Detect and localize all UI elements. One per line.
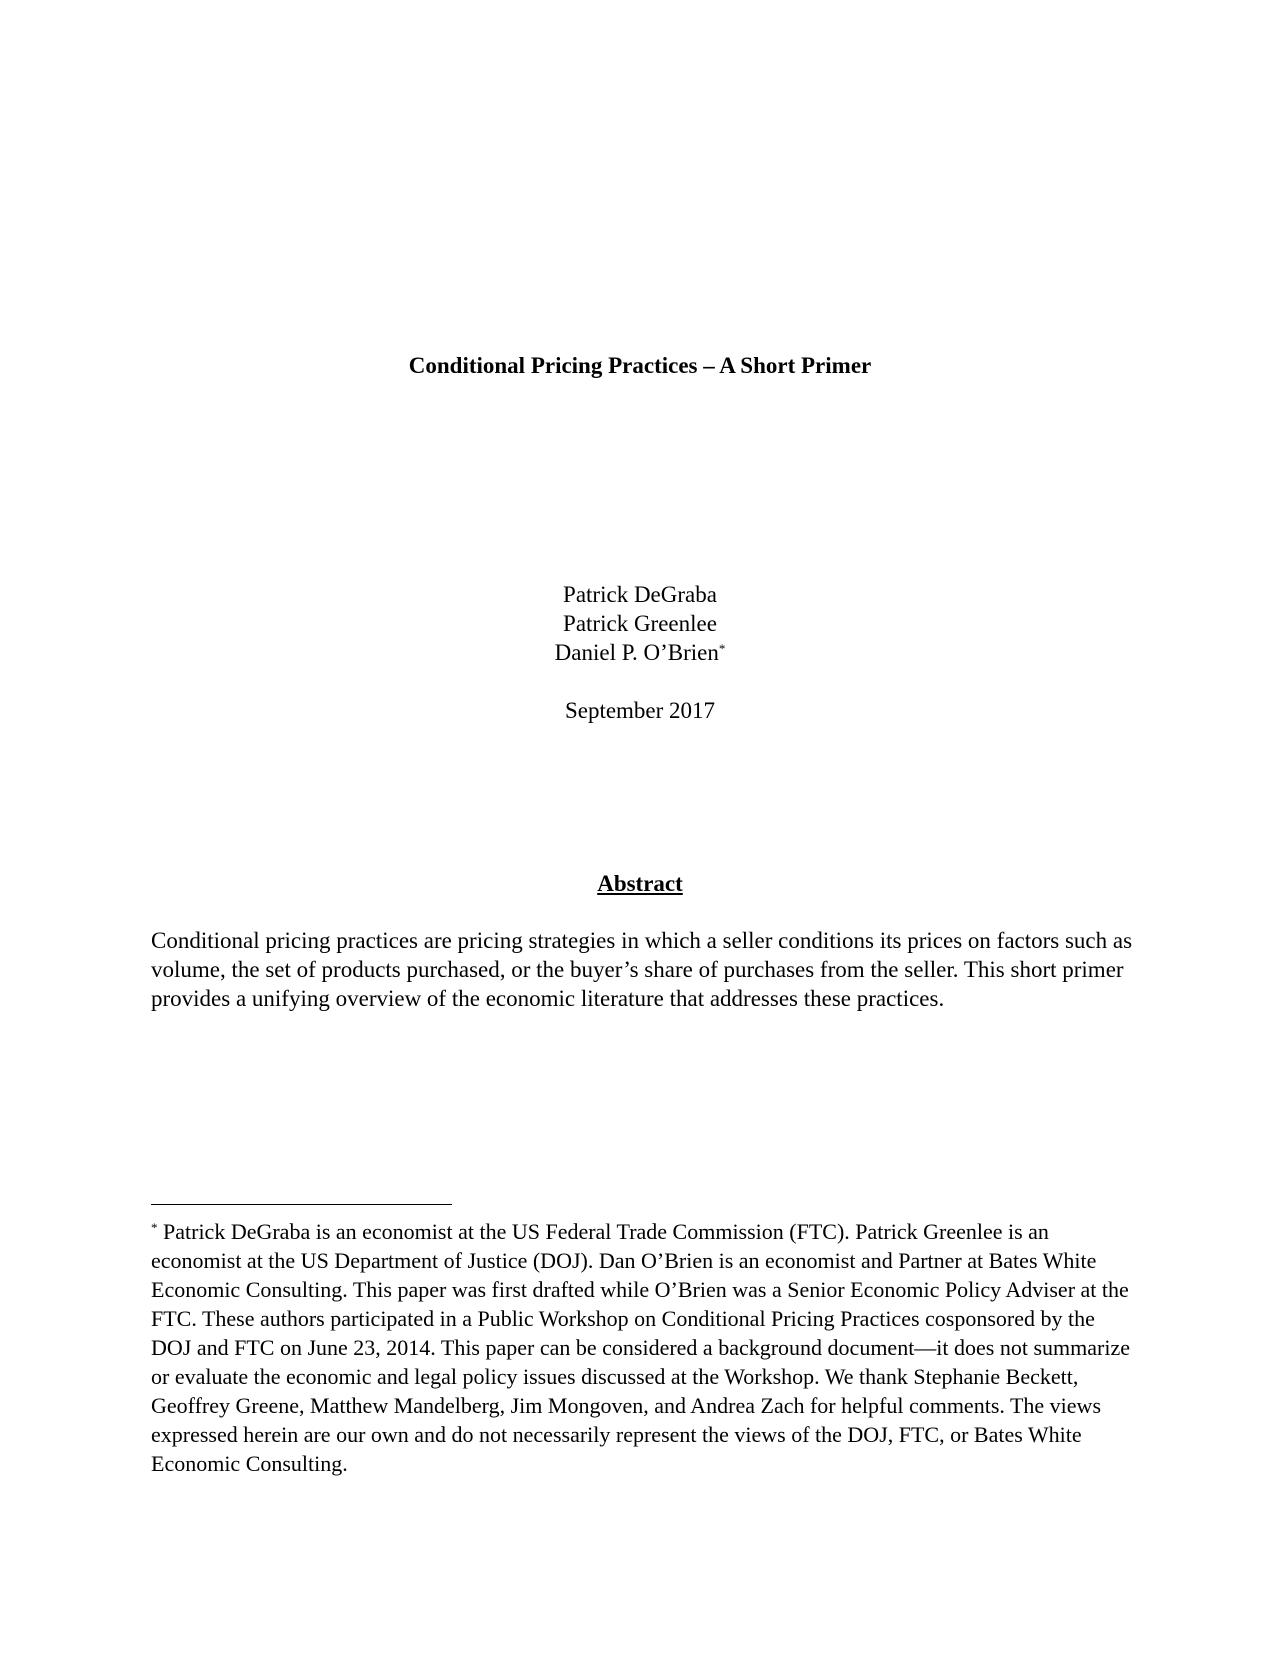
paper-title: Conditional Pricing Practices – A Short Primer bbox=[408, 353, 872, 378]
abstract-heading: Abstract bbox=[597, 871, 683, 896]
author-name-with-note bbox=[0, 638, 1280, 667]
footnote-marker: * bbox=[151, 1220, 158, 1235]
author-name: Daniel P. O’Brien bbox=[554, 640, 719, 665]
footnote-marker[interactable]: * bbox=[718, 641, 726, 656]
author-name: Patrick Greenlee bbox=[563, 611, 717, 636]
author-list bbox=[0, 580, 1280, 667]
footnote bbox=[151, 1217, 1136, 1478]
footnote-text: Patrick DeGraba is an economist at the US Federal Trade Commission (FTC). Patrick Greenlee is an economist at the US Department of Justice (DOJ). Dan O’Brien is an economist and Partner at Bates White Economic Consulting. This paper was first drafted while O’Brien was a Senior Economic Policy Adviser at the FTC. These authors participated in a Public Workshop on Conditional Pricing Practices cosponsored by the DOJ and FTC on June 23, 2014. This paper can be considered a background document—it does not summarize or evaluate the economic and legal policy issues discussed at the Workshop. We thank Stephanie Beckett, Geoffrey Greene, Matthew Mandelberg, Jim Mongoven, and Andrea Zach for helpful comments. The views expressed herein are our own and do not necessarily represent the views of the DOJ, FTC, or Bates White Economic Consulting. bbox=[151, 1219, 1130, 1476]
author-name: Patrick DeGraba bbox=[563, 582, 717, 607]
publication-date: September 2017 bbox=[564, 698, 716, 723]
footnote-divider bbox=[151, 1204, 452, 1205]
abstract-text: Conditional pricing practices are pricing strategies in which a seller conditions its prices on factors such as volume, the set of products purchased, or the buyer’s share of purchases from the seller. This short primer provides a unifying overview of the economic literature that addresses these practices. bbox=[151, 928, 1133, 1011]
